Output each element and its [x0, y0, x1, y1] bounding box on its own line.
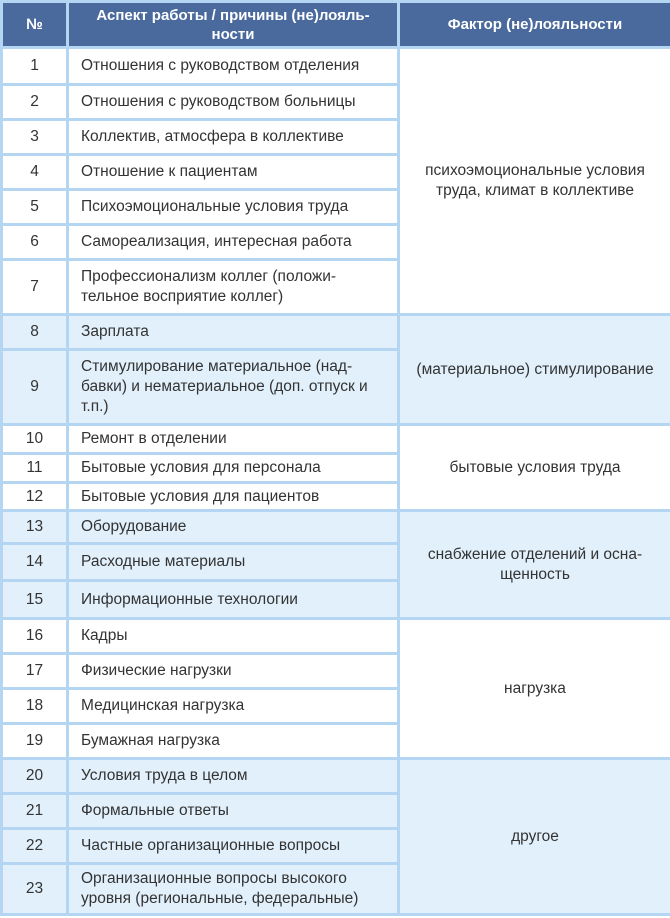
table-row [2, 511, 670, 544]
row-number: 10 [2, 425, 68, 454]
row-number: 19 [2, 724, 68, 759]
row-number: 18 [2, 689, 68, 724]
row-number: 17 [2, 654, 68, 689]
group-factor: другое [399, 759, 670, 915]
row-aspect: Расходные материалы [68, 544, 399, 581]
row-aspect: Зарплата [68, 315, 399, 350]
row-aspect: Коллектив, атмосфера в коллективе [68, 120, 399, 155]
header-factor: Фактор (не)лояльности [399, 2, 670, 48]
row-aspect: Бытовые условия для персонала [68, 454, 399, 483]
row-aspect: Организационные вопросы высокого уровня (региональные, федеральные) [68, 864, 399, 915]
row-number: 16 [2, 619, 68, 654]
table-row [2, 759, 670, 794]
row-aspect: Ремонт в отделении [68, 425, 399, 454]
row-number: 3 [2, 120, 68, 155]
row-number: 14 [2, 544, 68, 581]
row-number: 23 [2, 864, 68, 915]
row-aspect: Оборудование [68, 511, 399, 544]
table-body [2, 48, 670, 915]
row-number: 7 [2, 260, 68, 315]
row-number: 1 [2, 48, 68, 85]
row-aspect: Физические нагрузки [68, 654, 399, 689]
row-number: 22 [2, 829, 68, 864]
header-row [2, 2, 670, 48]
row-aspect: Бумажная нагрузка [68, 724, 399, 759]
table-row [2, 619, 670, 654]
row-number: 12 [2, 483, 68, 511]
row-aspect: Отношения с руководством отделения [68, 48, 399, 85]
row-number: 9 [2, 350, 68, 425]
header-aspect: Аспект работы / причины (не)лояль-ности [68, 2, 399, 48]
group-factor: снабжение отделений и осна-щенность [399, 511, 670, 619]
group-factor: (материальное) стимулирование [399, 315, 670, 425]
row-aspect: Стимулирование материальное (над-бавки) и нематериальное (доп. отпуск и т.п.) [68, 350, 399, 425]
table-row [2, 425, 670, 454]
row-number: 4 [2, 155, 68, 190]
row-aspect: Формальные ответы [68, 794, 399, 829]
row-aspect: Информационные технологии [68, 581, 399, 619]
row-aspect: Условия труда в целом [68, 759, 399, 794]
group-factor: психоэмоциональные условия труда, климат в коллективе [399, 48, 670, 315]
row-number: 5 [2, 190, 68, 225]
row-aspect: Профессионализм коллег (положи-тельное восприятие коллег) [68, 260, 399, 315]
row-number: 6 [2, 225, 68, 260]
row-number: 20 [2, 759, 68, 794]
row-aspect: Бытовые условия для пациентов [68, 483, 399, 511]
row-aspect: Самореализация, интересная работа [68, 225, 399, 260]
row-number: 11 [2, 454, 68, 483]
group-factor: нагрузка [399, 619, 670, 759]
row-aspect: Кадры [68, 619, 399, 654]
row-aspect: Медицинская нагрузка [68, 689, 399, 724]
row-aspect: Отношение к пациентам [68, 155, 399, 190]
table-row [2, 48, 670, 85]
table-row [2, 315, 670, 350]
row-number: 15 [2, 581, 68, 619]
header-number: № [2, 2, 68, 48]
row-aspect: Психоэмоциональные условия труда [68, 190, 399, 225]
row-number: 13 [2, 511, 68, 544]
row-aspect: Частные организационные вопросы [68, 829, 399, 864]
row-number: 21 [2, 794, 68, 829]
row-number: 2 [2, 85, 68, 120]
row-aspect: Отношения с руководством больницы [68, 85, 399, 120]
row-number: 8 [2, 315, 68, 350]
group-factor: бытовые условия труда [399, 425, 670, 511]
